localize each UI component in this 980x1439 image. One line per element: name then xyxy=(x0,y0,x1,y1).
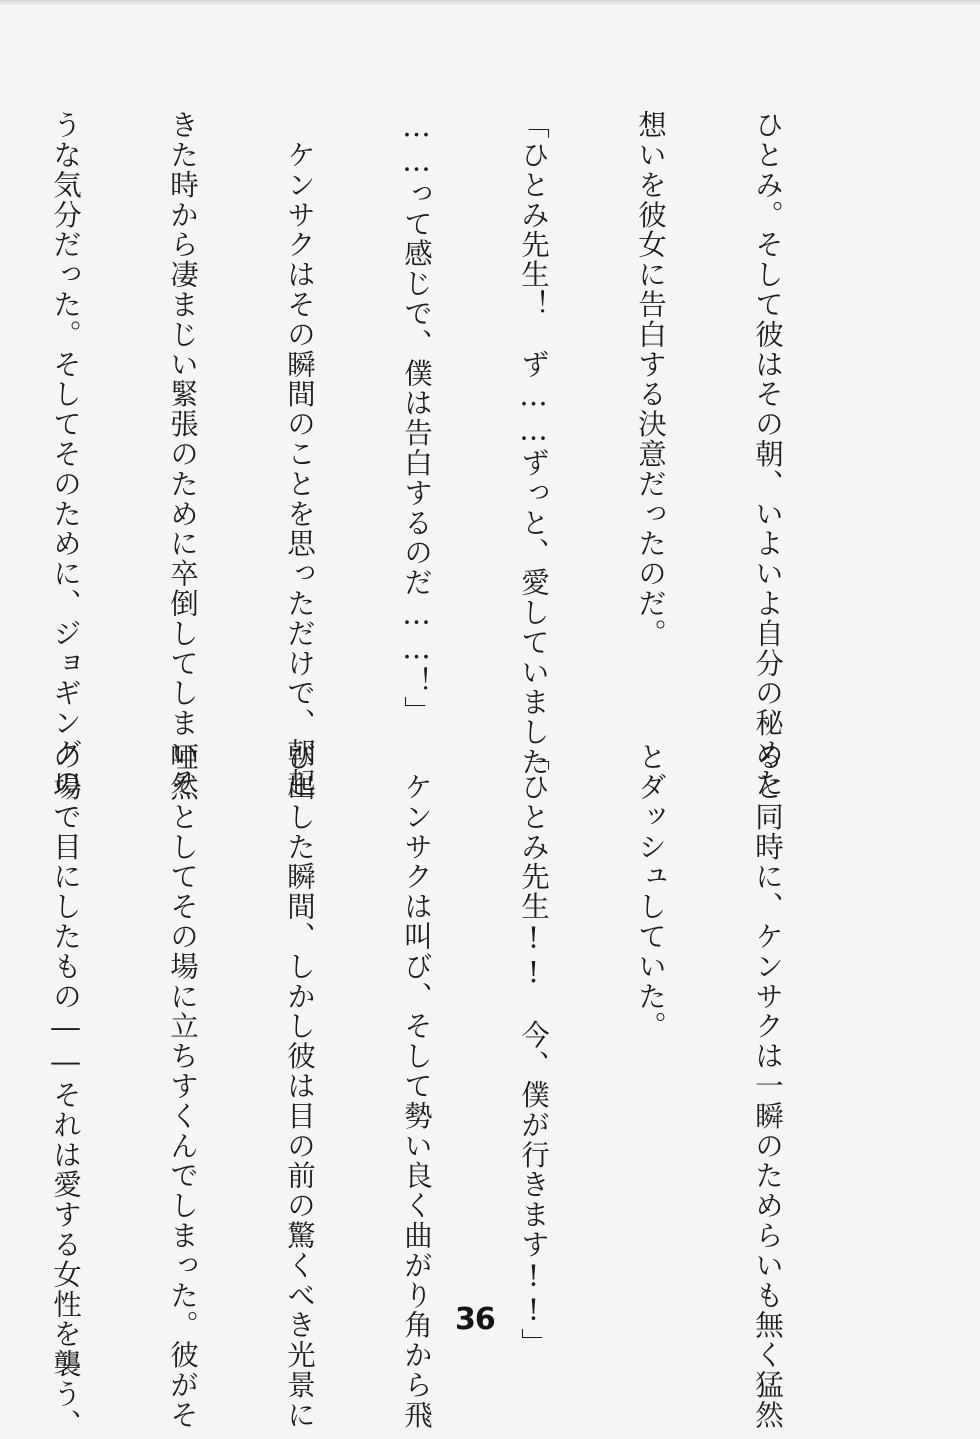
text-column: きた時から凄まじい緊張のために卒倒してしまいそ xyxy=(166,110,199,798)
page-number: 36 xyxy=(455,1302,495,1337)
text-column: ケンサクは叫び、そして勢い良く曲がり角から飛 xyxy=(400,742,433,1430)
text-column: び出した瞬間、しかし彼は目の前の驚くべき光景に xyxy=(283,742,316,1430)
text-column: 唖然としてその場に立ちすくんでしまった。彼がそ xyxy=(166,742,199,1430)
text-column: 「ひとみ先生！ ず……ずっと、愛していました xyxy=(517,110,550,777)
text-column: うな気分だった。そしてそのために、ジョギングの xyxy=(49,110,82,798)
text-block-top xyxy=(49,110,865,798)
text-column: ……って感じで、僕は告白するのだ……！」 xyxy=(400,110,433,726)
text-column: 「ひとみ先生!! 今、僕が行きます!!」 xyxy=(517,742,550,1358)
text-column: ケンサクはその瞬間のことを思っただけで、朝起 xyxy=(283,110,316,798)
text-column: 想いを彼女に告白する決意だったのだ。 xyxy=(634,110,667,649)
text-column: ひとみ。そして彼はその朝、いよいよ自分の秘めた xyxy=(751,110,784,798)
text-column: の場で目にしたもの――それは愛する女性を襲う、 xyxy=(49,742,82,1439)
text-column: ると同時に、ケンサクは一瞬のためらいも無く猛然 xyxy=(751,742,784,1430)
text-column: とダッシュしていた。 xyxy=(634,742,667,1041)
